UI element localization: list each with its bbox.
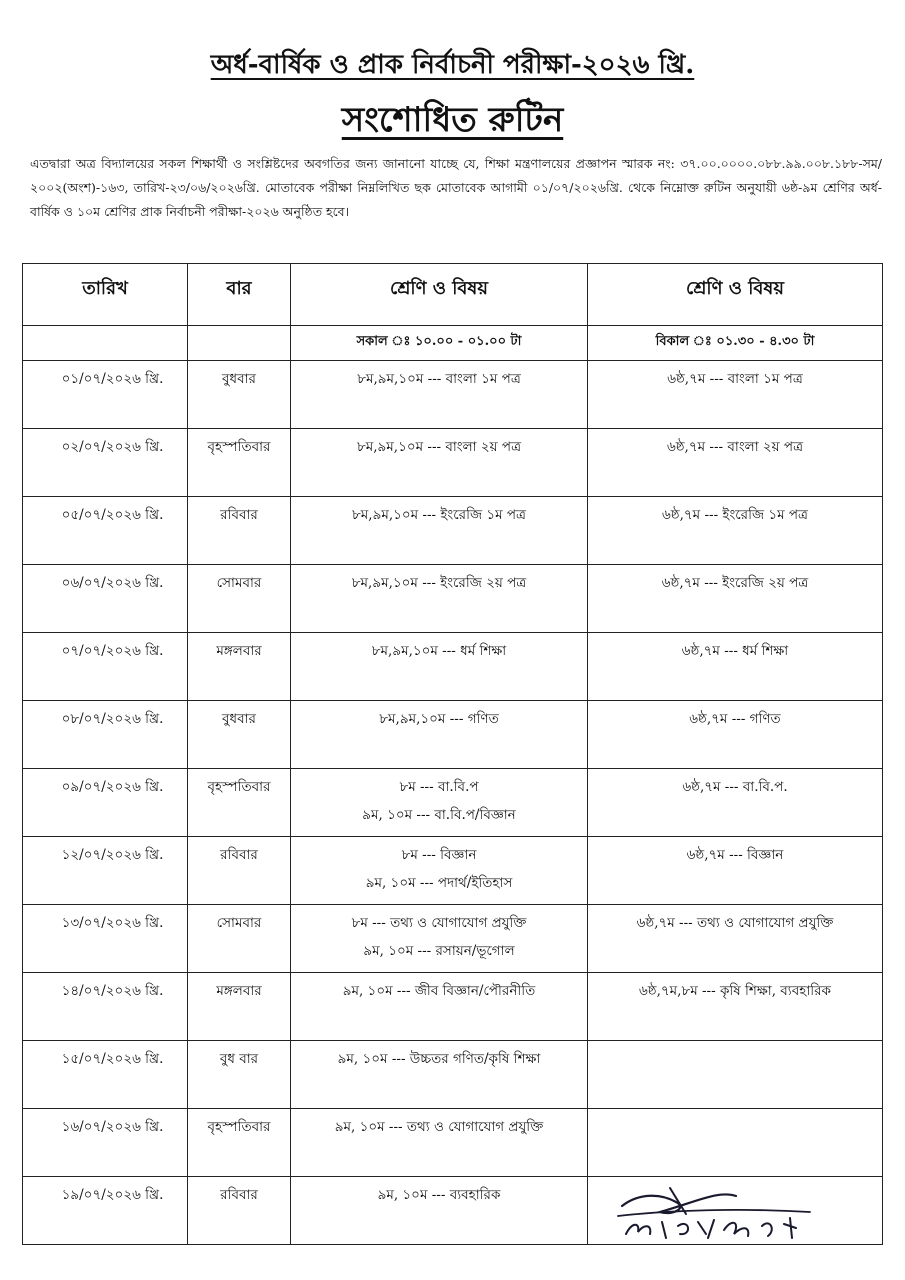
- exam-day-cell: রবিবার: [188, 497, 291, 565]
- exam-day-cell: বৃহস্পতিবার: [188, 1109, 291, 1177]
- exam-day-cell: বুধ বার: [188, 1041, 291, 1109]
- morning-subject-line: ৯ম, ১০ম --- রসায়ন/ভূগোল: [363, 943, 515, 959]
- morning-subject-line: ৯ম, ১০ম --- বা.বি.প/বিজ্ঞান: [362, 807, 516, 823]
- morning-subject-cell: [291, 837, 588, 905]
- morning-subject-cell: [291, 769, 588, 837]
- morning-subject-line: ৮ম,৯ম,১০ম --- বাংলা ১ম পত্র: [357, 371, 521, 387]
- morning-subject-line: ৯ম, ১০ম --- উচ্চতর গণিত/কৃষি শিক্ষা: [337, 1051, 541, 1067]
- morning-subject-line: ৮ম,৯ম,১০ম --- ইংরেজি ১ম পত্র: [352, 507, 526, 523]
- exam-day-cell: সোমবার: [188, 565, 291, 633]
- afternoon-subject-cell: [588, 973, 883, 1041]
- morning-subject-line: ৮ম,৯ম,১০ম --- ইংরেজি ২য় পত্র: [351, 575, 527, 591]
- table-row: [23, 429, 883, 497]
- morning-subject-line: ৯ম, ১০ম --- ব্যবহারিক: [377, 1187, 501, 1203]
- morning-time: সকাল ঃ ১০.০০ - ০১.০০ টা: [291, 326, 588, 361]
- afternoon-subject-cell: [588, 497, 883, 565]
- afternoon-subject-cell: [588, 633, 883, 701]
- page-subtitle: সংশোধিত রুটিন: [341, 100, 564, 140]
- exam-date-cell: ০৮/০৭/২০২৬ খ্রি.: [23, 701, 188, 769]
- afternoon-subject-cell: [588, 361, 883, 429]
- afternoon-subject-line: ৬ষ্ঠ,৭ম --- গণিত: [689, 711, 781, 727]
- table-row: [23, 1041, 883, 1109]
- afternoon-subject-cell: [588, 837, 883, 905]
- exam-date-cell: ০৬/০৭/২০২৬ খ্রি.: [23, 565, 188, 633]
- afternoon-subject-line: ৬ষ্ঠ,৭ম --- বা.বি.প.: [682, 779, 788, 795]
- table-row: [23, 633, 883, 701]
- afternoon-subject-line: ৬ষ্ঠ,৭ম,৮ম --- কৃষি শিক্ষা, ব্যবহারিক: [639, 983, 831, 999]
- exam-day-cell: বৃহস্পতিবার: [188, 429, 291, 497]
- header-morning-subject: শ্রেণি ও বিষয়: [291, 264, 588, 326]
- afternoon-subject-cell: [588, 905, 883, 973]
- afternoon-subject-line: ৬ষ্ঠ,৭ম --- ধর্ম শিক্ষা: [681, 643, 789, 659]
- table-row: [23, 905, 883, 973]
- exam-date-cell: ০২/০৭/২০২৬ খ্রি.: [23, 429, 188, 497]
- table-row: [23, 769, 883, 837]
- exam-date-cell: ১৯/০৭/২০২৬ খ্রি.: [23, 1177, 188, 1245]
- header-day-spacer: [188, 326, 291, 361]
- morning-subject-cell: [291, 429, 588, 497]
- morning-subject-line: ৯ম, ১০ম --- পদার্থ/ইতিহাস: [365, 875, 513, 891]
- notice-paragraph: এতদ্বারা অত্র বিদ্যালয়ের সকল শিক্ষার্থী ও সংশ্লিষ্টদের অবগতির জন্য জানানো যাচ্ছে যে, শিক্ষা মন্ত্রণালয়ের প্রজ্ঞাপন স্মারক নং: ৩৭.০০.০০০০.০৮৮.৯৯.০০৮.১৮৮-সম/২০০২(অংশ)-১৬৩, তারিখ-২৩/০৬/২০২৬খ্রি. মোতাবেক পরীক্ষা নিম্নলিখিত ছক মোতাবেক আগামী ০১/০৭/২০২৬খ্রি. থেকে নিম্নোক্ত রুটিন অনুযায়ী ৬ষ্ঠ-৯ম শ্রেণির অর্ধ-বার্ষিক ও ১০ম শ্রেণির প্রাক নির্বাচনী পরীক্ষা-২০২৬ অনুষ্ঠিত হবে।: [30, 156, 882, 219]
- morning-subject-cell: [291, 497, 588, 565]
- header-afternoon-subject: শ্রেণি ও বিষয়: [588, 264, 883, 326]
- exam-day-cell: বুধবার: [188, 701, 291, 769]
- morning-subject-cell: [291, 633, 588, 701]
- morning-subject-line: ৮ম --- তথ্য ও যোগাযোগ প্রযুক্তি: [351, 915, 527, 931]
- table-row: [23, 565, 883, 633]
- morning-subject-cell: [291, 565, 588, 633]
- table-row: [23, 361, 883, 429]
- morning-subject-cell: [291, 973, 588, 1041]
- exam-date-cell: ০৯/০৭/২০২৬ খ্রি.: [23, 769, 188, 837]
- exam-date-cell: ১৬/০৭/২০২৬ খ্রি.: [23, 1109, 188, 1177]
- time-row: [23, 326, 883, 361]
- afternoon-subject-cell: [588, 429, 883, 497]
- afternoon-subject-cell: [588, 1041, 883, 1109]
- afternoon-subject-line: ৬ষ্ঠ,৭ম --- বিজ্ঞান: [686, 847, 784, 863]
- routine-table: [22, 263, 883, 1245]
- exam-date-cell: ০৫/০৭/২০২৬ খ্রি.: [23, 497, 188, 565]
- afternoon-subject-line: ৬ষ্ঠ,৭ম --- তথ্য ও যোগাযোগ প্রযুক্তি: [636, 915, 834, 931]
- exam-day-cell: মঙ্গলবার: [188, 973, 291, 1041]
- afternoon-time: বিকাল ঃ ০১.৩০ - ৪.৩০ টা: [588, 326, 883, 361]
- morning-subject-line: ৮ম --- বা.বি.প: [399, 779, 479, 795]
- morning-subject-line: ৯ম, ১০ম --- তথ্য ও যোগাযোগ প্রযুক্তি: [334, 1119, 544, 1135]
- exam-day-cell: সোমবার: [188, 905, 291, 973]
- routine-body: [23, 361, 883, 1245]
- exam-date-cell: ০৭/০৭/২০২৬ খ্রি.: [23, 633, 188, 701]
- morning-subject-cell: [291, 905, 588, 973]
- morning-subject-line: ৮ম,৯ম,১০ম --- ধর্ম শিক্ষা: [371, 643, 507, 659]
- afternoon-subject-line: ৬ষ্ঠ,৭ম --- ইংরেজি ২য় পত্র: [661, 575, 809, 591]
- exam-day-cell: রবিবার: [188, 1177, 291, 1245]
- table-row: [23, 1109, 883, 1177]
- exam-date-cell: ১৪/০৭/২০২৬ খ্রি.: [23, 973, 188, 1041]
- table-row: [23, 497, 883, 565]
- signature-mark: [600, 1178, 815, 1248]
- afternoon-subject-line: ৬ষ্ঠ,৭ম --- বাংলা ২য় পত্র: [666, 439, 803, 455]
- morning-subject-line: ৮ম,৯ম,১০ম --- গণিত: [379, 711, 499, 727]
- header-date-spacer: [23, 326, 188, 361]
- page-title: অর্ধ-বার্ষিক ও প্রাক নির্বাচনী পরীক্ষা-২০২৬ খ্রি.: [210, 50, 695, 80]
- morning-subject-cell: [291, 361, 588, 429]
- morning-subject-cell: [291, 701, 588, 769]
- table-row: [23, 701, 883, 769]
- morning-subject-line: ৮ম,৯ম,১০ম --- বাংলা ২য় পত্র: [356, 439, 521, 455]
- exam-day-cell: বৃহস্পতিবার: [188, 769, 291, 837]
- exam-date-cell: ১৩/০৭/২০২৬ খ্রি.: [23, 905, 188, 973]
- morning-subject-cell: [291, 1109, 588, 1177]
- exam-day-cell: রবিবার: [188, 837, 291, 905]
- exam-day-cell: বুধবার: [188, 361, 291, 429]
- table-row: [23, 837, 883, 905]
- header-date: তারিখ: [23, 264, 188, 326]
- table-row: [23, 973, 883, 1041]
- header-row: [23, 264, 883, 326]
- afternoon-subject-cell: [588, 701, 883, 769]
- exam-date-cell: ০১/০৭/২০২৬ খ্রি.: [23, 361, 188, 429]
- morning-subject-line: ৯ম, ১০ম --- জীব বিজ্ঞান/পৌরনীতি: [342, 983, 536, 999]
- exam-date-cell: ১৫/০৭/২০২৬ খ্রি.: [23, 1041, 188, 1109]
- afternoon-subject-cell: [588, 565, 883, 633]
- morning-subject-line: ৮ম --- বিজ্ঞান: [401, 847, 477, 863]
- exam-date-cell: ১২/০৭/২০২৬ খ্রি.: [23, 837, 188, 905]
- afternoon-subject-cell: [588, 769, 883, 837]
- afternoon-subject-cell: [588, 1109, 883, 1177]
- morning-subject-cell: [291, 1041, 588, 1109]
- header-day: বার: [188, 264, 291, 326]
- afternoon-subject-line: ৬ষ্ঠ,৭ম --- ইংরেজি ১ম পত্র: [662, 507, 808, 523]
- exam-day-cell: মঙ্গলবার: [188, 633, 291, 701]
- morning-subject-cell: [291, 1177, 588, 1245]
- afternoon-subject-line: ৬ষ্ঠ,৭ম --- বাংলা ১ম পত্র: [667, 371, 803, 387]
